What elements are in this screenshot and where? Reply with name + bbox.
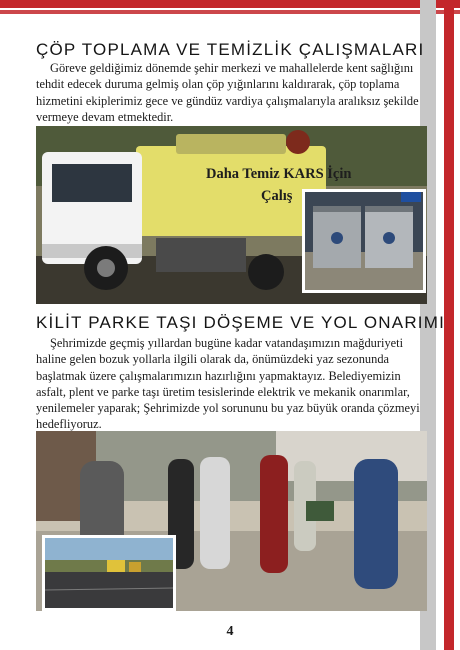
- section1-paragraph: Göreve geldiğimiz dönemde şehir merkezi ve mahallelerde kent sağlığını tehdit edecek duruma gelmiş olan çöp yığınlarını kaldırarak, çöp toplama hizmetini ekiplerimiz gece ve gündüz vardiya çalışmalarıyla aralıksız şekilde vermeye devam etmektedir.: [36, 61, 419, 124]
- section1-heading: ÇÖP TOPLAMA VE TEMİZLİK ÇALIŞMALARI: [36, 40, 425, 59]
- asphalt-inset-photo: [42, 535, 176, 611]
- asphalt-paving-image: [45, 538, 173, 608]
- paving-work-photo: [36, 431, 427, 611]
- top-red-stripe: [0, 0, 460, 8]
- page-number: 4: [226, 624, 234, 639]
- dumpsters-inset-photo: [302, 189, 426, 293]
- truck-slogan: Daha Temiz KARS İçin: [206, 166, 352, 182]
- truck-slogan-2: Çalış: [261, 188, 293, 204]
- garbage-truck-photo: [36, 126, 427, 304]
- section2-paragraph: Şehrimizde geçmiş yıllardan bugüne kadar vatandaşımızın mağduriyeti haline gelen bozuk yollarla ilgili olarak da, önümüzdeki yaz sezonunda başlatmak üzere çalışmalarımızın hazırlığını yapmaktayız. Belediyemizin asfalt, plent ve parke taşı üretim tesislerinde elektrik ve mekanik onarımlar, yenilemeler yaparak; Şehrimizde yol sorununu bu yaz büyük oranda çözmeyi hedefliyoruz.: [36, 336, 420, 432]
- side-red-stripe: [444, 0, 454, 650]
- dumpsters-image: [305, 192, 423, 290]
- section2-heading: KİLİT PARKE TAŞI DÖŞEME VE YOL ONARIMI: [36, 313, 445, 332]
- top-red-thin-stripe: [0, 10, 460, 14]
